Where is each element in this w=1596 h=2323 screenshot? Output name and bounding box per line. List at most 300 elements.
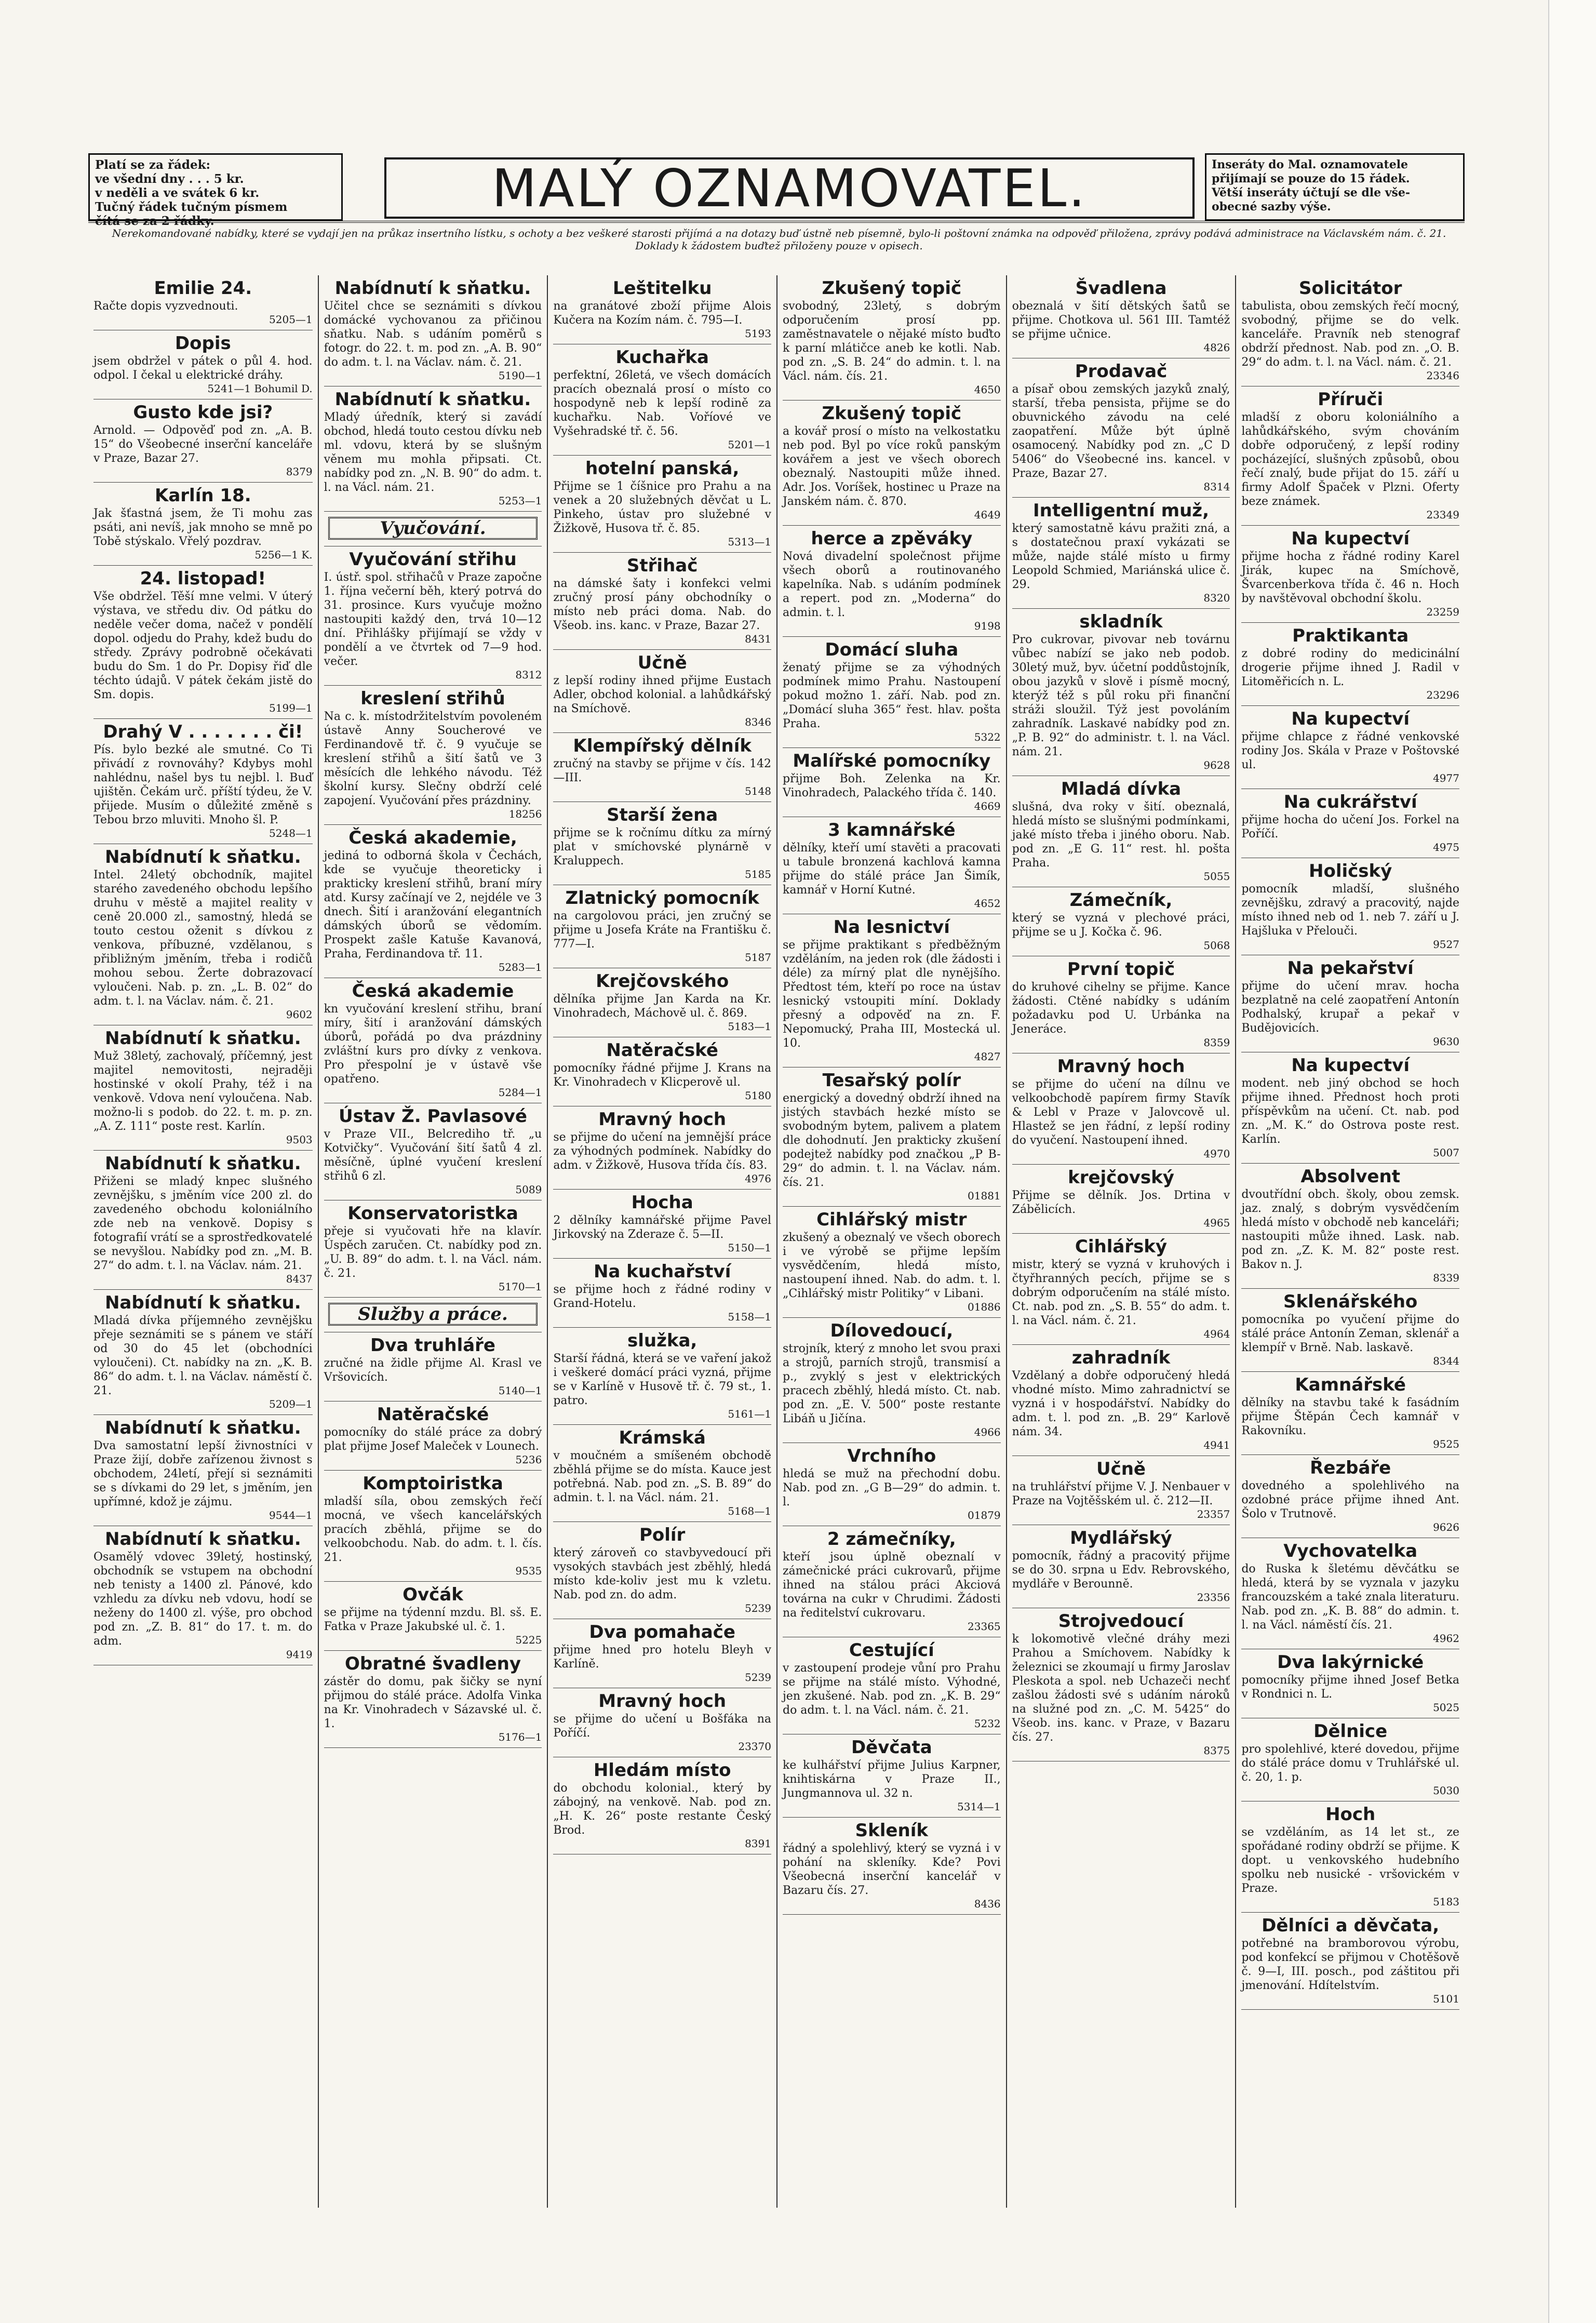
classified-ad: [1012, 275, 1230, 358]
masthead-title: MALÝ OZNAMOVATEL.: [384, 157, 1195, 219]
classified-ad: [1012, 1456, 1230, 1525]
classified-ad: [1241, 1718, 1459, 1801]
ad-title: Cihlářský: [1075, 1236, 1168, 1257]
ad-code: 8346: [745, 716, 771, 728]
ad-title: Dva pomahače: [589, 1622, 735, 1643]
ad-code: 4976: [745, 1172, 771, 1185]
ad-text: z dobré rodiny do medicinální drogerie přijme ihned J. Radil v Litoměřicích n. L.: [1241, 647, 1459, 688]
ad-code: 8379: [286, 465, 313, 478]
ad-code: 9535: [515, 1565, 542, 1577]
classified-ad: [324, 546, 542, 686]
ad-title: Mydlářský: [1070, 1528, 1172, 1548]
ad-title: Zlatnický pomocník: [565, 888, 759, 909]
classified-ad: [553, 1259, 771, 1328]
ad-title: Dělníci a děvčata,: [1262, 1915, 1440, 1936]
ad-text: Pís. bylo bezké ale smutné. Co Ti přivádí z rovnováhy? Kdybys mohl nahlédnu, našel bys tu nejbl. l. Buď ujištěn. Čekám urč. příští týdeu, že V. přijede. Musím o důležité změně s Tebou brzo mluviti. Mnoho šl. P.: [93, 743, 313, 826]
ad-code: 5089: [515, 1183, 542, 1196]
ad-code: 5284—1: [498, 1086, 542, 1099]
ad-code: 9198: [974, 620, 1001, 632]
classified-ad: [553, 1522, 771, 1619]
ad-code: 5158—1: [728, 1311, 771, 1323]
ad-code: 4966: [974, 1426, 1001, 1438]
classified-ad: [553, 1328, 771, 1425]
ad-text: mladší síla, obou zemských řečí mocná, ve všech kancelářských pracích zběhlá, přijme se do velkoobchodu. Nab. do adm. t. l. čís. 21.: [324, 1495, 542, 1564]
ad-code: 4826: [1203, 341, 1230, 354]
ad-text: Jak šťastná jsem, že Ti mohu zas psáti, ani nevíš, jak mnoho se mně po Tobě stýskalo. Vřelý pozdrav.: [93, 507, 313, 548]
ad-text: ženatý přijme se za výhodných podmínek mimo Prahu. Nastoupení pokud možno 1. září. Nab. pod zn. „Domácí sluha 365“ řest. hlav. pošta Praha.: [782, 661, 1001, 730]
ad-code: 9602: [286, 1008, 313, 1021]
ad-code: 5313—1: [728, 536, 771, 548]
inserat-line: obecné sazby výše.: [1212, 200, 1331, 213]
ad-code: 9503: [286, 1133, 313, 1146]
classified-ad: [1012, 609, 1230, 776]
ad-text: který zároveň co stavbyvedoucí při vysokých stavbách jest zběhlý, hledá místo kde-koliv jest mu k vzletu. Nab. pod zn. do adm.: [553, 1546, 771, 1601]
ad-code: 8344: [1433, 1355, 1459, 1367]
ad-title: Nabídnutí k sňatku.: [334, 389, 531, 410]
ad-code: 9628: [1203, 759, 1230, 771]
ad-code: 5183: [1433, 1895, 1459, 1908]
ad-title: Dělnice: [1313, 1721, 1388, 1742]
ad-text: Intel. 24letý obchodník, majitel starého zavedeného obchodu lepšího druhu v městě a majitel reality v ceně 20.000 zl., samostný, hledá se touto cestou oženit s dívkou z venkova, příbuzné, vzdělanou, s přibližným jměním, třeba i rodičů mohou sebou. Žerte dobrazovací vyloučeni. Nab. p. zn. „L. B. 02“ do adm. t. l. na Václav. nám. č. 21.: [93, 869, 313, 1008]
ad-code: 5322: [974, 731, 1001, 743]
ad-code: 18256: [508, 808, 542, 820]
classified-ad: [324, 825, 542, 978]
ad-code: 8391: [745, 1837, 771, 1850]
header-note: Nerekomandované nabídky, které se vydají jen na průkaz insertního lístku, s ochoty a bez veškeré starosti přijímá a na dotazy buď ústně neb písemně, bylo-li poštovní známka na odpověď přiložena, zprávy podává administrace na Václavském nám. č. 21. Doklady k žádostem buďtež přiloženy pouze v opisech.: [112, 227, 1446, 252]
ad-code: 8320: [1203, 592, 1230, 604]
ad-title: Hledám místo: [593, 1760, 731, 1781]
classified-ad: [553, 650, 771, 733]
ad-title: Prodavač: [1075, 361, 1168, 382]
ad-title: služka,: [627, 1330, 698, 1351]
classified-ad: [93, 330, 313, 399]
ad-code: 9527: [1433, 938, 1459, 951]
ad-text: Račte dopis vyzvednouti.: [93, 300, 238, 313]
classified-ad: [553, 275, 771, 344]
classified-ad: [1012, 498, 1230, 609]
ad-text: Přijme se 1 číšnice pro Prahu a na venek a 20 služebných děvčat u L. Pinkeho, ústav pro služebné v Žižkově, Husova tř. č. 85.: [553, 480, 771, 535]
ad-title: Řezbáře: [1310, 1458, 1391, 1478]
ad-code: 23357: [1197, 1508, 1230, 1520]
ad-code: 5314—1: [957, 1800, 1001, 1813]
inserat-line: přijímají se pouze do 15 řádek.: [1212, 172, 1410, 185]
ad-title: 2 zámečníky,: [827, 1529, 956, 1550]
ad-title: Kuchařka: [615, 347, 709, 368]
ad-title: Starší žena: [607, 805, 718, 825]
classified-ad: [1012, 776, 1230, 887]
ad-text: dovedného a spolehlivého na ozdobné práce přijme ihned Ant. Šolo v Trutnově.: [1241, 1479, 1459, 1520]
ad-title: krejčovský: [1068, 1167, 1174, 1188]
classified-ad: [1241, 1801, 1459, 1913]
ad-text: strojník, který z mnoho let svou praxi a strojů, parních strojů, transmisí a p., zvyklý s jest v elektrických pracech zběhlý, hledá místo. Ct. nab. pod zn. „E. V. 500“ poste restante Libáň u Jičína.: [782, 1342, 1001, 1425]
classified-ad: [783, 637, 1001, 748]
inserat-box: [1205, 153, 1465, 221]
ad-code: 4649: [974, 509, 1001, 521]
ad-text: slušná, dva roky v šití. obeznalá, hledá místo se slušnými podmínkami, jaké místo třeba i jiného oboru. Nab. pod zn. „E G. 11“ rest. hl. pošta Praha.: [1012, 800, 1230, 870]
ad-title: Hoch: [1325, 1804, 1376, 1825]
ad-text: na dámské šaty i konfekci velmi zručný prosí pány obchodníky o místo neb práci doma. Nab. do Všeob. ins. kanc. v Praze, Bazar 27.: [553, 577, 771, 632]
ad-title: Vyučování.: [328, 517, 538, 540]
classified-ad: [783, 817, 1001, 914]
ad-text: Přiženi se mladý knpec slušného zevnějšku, s jměním více 200 zl. do zavedeného obchodu koloniálního zde neb na venkově. Dopisy s fotografií vrátí se a sprostředkovatelé se nevyšlou. Nabídky pod zn. „M. B. 27“ do adm. t. l. na Václav. nám. 21.: [93, 1175, 313, 1272]
ad-code: 5248—1: [269, 827, 313, 839]
ad-title: Česká akademie: [352, 981, 514, 1002]
ad-title: Holičský: [1309, 861, 1392, 882]
ad-text: přijme chlapce z řádné venkovské rodiny Jos. Skála v Praze v Poštovské ul.: [1241, 730, 1459, 771]
ad-code: 5148: [745, 785, 771, 797]
ad-code: 9630: [1433, 1035, 1459, 1048]
ad-column: [776, 275, 1006, 2208]
ad-title: skladník: [1079, 611, 1163, 632]
ad-text: řádný a spolehlivý, který se vyzná i v pohání na skleníky. Kde? Povi Všeobecná inserční kancelář v Bazaru čís. 27.: [782, 1842, 1001, 1897]
ad-code: 4975: [1433, 841, 1459, 853]
ad-text: z lepší rodiny ihned přijme Eustach Adler, obchod kolonial. a lahůdkářský na Smíchově.: [553, 674, 771, 715]
ad-code: 4965: [1203, 1217, 1230, 1229]
ad-text: který samostatně kávu pražiti zná, a s dostatečnou praxí vykázati se může, najde stálé místo u firmy Leopold Schmied, Mariánská ulice č. 29.: [1012, 522, 1230, 591]
ad-code: 9525: [1433, 1438, 1459, 1450]
ad-code: 01879: [968, 1509, 1001, 1521]
ad-title: Mladá dívka: [1061, 779, 1182, 799]
classified-ad: [553, 456, 771, 553]
ad-title: Nabídnutí k sňatku.: [104, 1529, 301, 1550]
ad-title: Tesařský polír: [822, 1070, 961, 1091]
ad-text: modent. neb jiný obchod se hoch přijme ihned. Přednost hoch proti příspěvkům na učení. Ct. nab. pod zn. „M. K.“ do Ostrova poste rest. Karlín.: [1241, 1077, 1459, 1146]
classified-ad: [1241, 1164, 1459, 1289]
ad-columns: [88, 275, 1465, 2208]
ad-text: přijme hocha z řádné rodiny Karel Jirák, kupec na Smíchově, Švarcenberkova třída č. 46 n. Hoch by navštěvoval obchodní školu.: [1241, 550, 1459, 605]
ad-text: v Praze VII., Belcrediho tř. „u Kotvičky“. Vyučování šití šatů 4 zl. měsíčně, úplné vyučení kreslení střihů 6 zl.: [324, 1128, 542, 1183]
classified-ad: [1241, 1649, 1459, 1718]
ad-code: 8314: [1203, 480, 1230, 493]
ad-text: se přijme hoch z řádné rodiny v Grand-Hotelu.: [553, 1283, 771, 1310]
ad-title: Zkušený topič: [822, 403, 962, 424]
classified-ad: [324, 275, 542, 386]
ad-text: na granátové zboží přijme Alois Kučera na Kozím nám. č. 795—I.: [553, 300, 771, 327]
ad-title: herce a zpěváky: [811, 528, 973, 549]
section-heading: [324, 512, 542, 546]
classified-ad: [783, 400, 1001, 526]
classified-ad: [1241, 789, 1459, 858]
ad-code: 8312: [515, 669, 542, 681]
ad-text: svobodný, 23letý, s dobrým odporučením prosí pp. zaměstnavatele o nějaké místo buďto k parní mlátičce aneb ke kotli. Nab. pod zn. „S. B. 24“ do admin. t. l. na Václ. nám. čís. 21.: [782, 300, 1001, 383]
classified-ad: [783, 1818, 1001, 1915]
classified-ad: [324, 1103, 542, 1200]
ad-text: dvoutřídní obch. školy, obou zemsk. jaz. znalý, s dobrým vysvědčením hledá místo v obchodě neb kanceláři; nastoupiti může ihned. Lask. nab. pod zn. „Z. K. M. 82“ poste rest. Bakov n. J.: [1241, 1188, 1459, 1271]
classified-ad: [783, 748, 1001, 817]
ad-text: přijme se k ročnímu dítku za mírný plat v smíchovské plynárně v Kraluppech.: [553, 826, 771, 867]
ad-text: se přijme do učení na dílnu ve velkoobchodě papírem firmy Stavík & Lebl v Praze v Jalovcově ul. Hlastež se jen řádní, z lepší rodiny do vyučení. Nastoupení ihned.: [1012, 1078, 1230, 1147]
classified-ad: [783, 1526, 1001, 1637]
ad-text: potřebné na bramborovou výrobu, pod konfekcí se přijmou v Chotěšově č. 9—I, III. posch., pod záštitou při jmenování. Hdítelstvím.: [1241, 1937, 1459, 1992]
ad-text: zručné na židle přijme Al. Krasl ve Vršovicích.: [324, 1357, 542, 1384]
ad-text: přeje si vyučovati hře na klavír. Úspěch zaručen. Ct. nabídky pod zn. „U. B. 89“ do adm. t. l. na Václ. nám. č. 21.: [324, 1225, 542, 1280]
ad-code: 5239: [745, 1602, 771, 1614]
ad-title: Ovčák: [403, 1584, 463, 1605]
ad-code: 5183—1: [728, 1020, 771, 1033]
classified-ad: [324, 1651, 542, 1748]
ad-column: [88, 275, 318, 2208]
classified-ad: [783, 1734, 1001, 1818]
ad-title: Na cukrářství: [1283, 792, 1417, 812]
ad-code: 5140—1: [498, 1384, 542, 1397]
ad-title: Učně: [1096, 1459, 1146, 1479]
classified-ad: [324, 1471, 542, 1582]
classified-ad: [1241, 386, 1459, 526]
ad-text: se přijme do učení na jemnější práce za výhodných podmínek. Nabídky do adm. v Žižkově, Husova třída čís. 83.: [553, 1131, 771, 1172]
ad-text: jsem obdržel v pátek o půl 4. hod. odpol. I čekal u elektrické dráhy.: [93, 355, 313, 382]
ad-text: mistr, který se vyzná v kruhových i čtyřhranných pecích, přijme se s dobrým odporučením na stálé místo. Ct. nab. pod zn. „S. B. 55“ do adm. t. l. na Václ. nám. č. 21.: [1012, 1258, 1230, 1327]
ad-title: Dva lakýrnické: [1277, 1652, 1424, 1673]
classified-ad: [93, 483, 313, 566]
classified-ad: [93, 844, 313, 1025]
ad-text: energický a dovedný obdrží ihned na jistých stavbách hezké místo se svobodným bytem, palivem a platem dle dohodnutí. Jen prakticky zkušení podejtež nabídky pod značkou „P B-29“ do admin. t. l. na Václav. nám. čís. 21.: [782, 1092, 1001, 1189]
ad-text: Pro cukrovar, pivovar neb továrnu vůbec nabízí se jako neb podob. 30letý muž, byv. účetní poddůstojník, obou jazyků v slově i písmě mocný, kterýž též s půl roku při finanční stráži sloužil. Týž jest povoláním zahradník. Laskavé nabídky pod zn. „P. B. 92“ do administr. t. l. na Václ. nám. 21.: [1012, 633, 1230, 758]
ad-column: [1006, 275, 1236, 2208]
ad-code: 8431: [745, 633, 771, 645]
ad-code: 23370: [738, 1740, 771, 1753]
ad-code: 5170—1: [498, 1280, 542, 1293]
ad-title: Natěračské: [606, 1040, 718, 1061]
ad-title: Střihač: [626, 555, 698, 576]
ad-code: 5283—1: [498, 961, 542, 973]
ad-text: Osamělý vdovec 39letý, hostinský, obchodník se vstupem na obchodní neb tenisty a 1400 zl. Pánové, kdo vzhledu za dívku neb vdovu, hodí se neženy do 1400 zl. výše, pro obchod pod zn. „Z. B. 81“ do 17. t. m. do adm.: [93, 1551, 313, 1648]
ad-title: Krámská: [619, 1427, 706, 1448]
ad-code: 5239: [745, 1671, 771, 1684]
ad-text: perfektní, 26letá, ve všech domácích pracích obeznalá prosí o místo co hospodyně neb k lepší rodině za kuchařku. Nab. Voříové ve Vyšehradské tř. č. 56.: [553, 369, 771, 438]
classified-ad: [1012, 358, 1230, 498]
ad-code: 4964: [1203, 1328, 1230, 1340]
classified-ad: [1012, 1525, 1230, 1608]
ad-text: kn vyučování kreslení střihu, braní míry, šití i aranžování dámských úborů, pořádá po dva prázdniny zvláštní kurs pro dívky z venkova. Pro přespolní je v ústavě vše opatřeno.: [324, 1003, 542, 1086]
ad-title: Na kupectví: [1291, 1055, 1410, 1076]
ad-code: 4669: [974, 800, 1001, 812]
classified-ad: [324, 1200, 542, 1298]
ad-text: se přijme na týdenní mzdu. Bl. sš. E. Fatka v Praze Jakubské ul. č. 1.: [324, 1606, 542, 1633]
classified-ad: [324, 1582, 542, 1651]
page-header: [88, 153, 1465, 257]
classified-ad: [93, 399, 313, 483]
price-line: Platí se za řádek:: [95, 158, 211, 172]
classified-ad: [324, 1401, 542, 1471]
classified-ad: [553, 802, 771, 885]
ad-text: v zastoupení prodeje vůní pro Prahu se přijme na stálé místo. Výhodné, jen zkušené. Nab. pod zn. „K. B. 29“ do adm. t. l. na Václ. nám. č. 21.: [782, 1662, 1001, 1717]
classified-ad: [783, 914, 1001, 1067]
ad-title: Absolvent: [1300, 1166, 1400, 1187]
ad-text: pomocníky přijme ihned Josef Betka v Rondnici n. L.: [1241, 1674, 1459, 1701]
ad-title: Intelligentní muž,: [1032, 500, 1209, 521]
ad-text: Učitel chce se seznámiti s dívkou domácké vychovanou za přičinou sňatku. Nab. s udáním poměrů s fotogr. do 22. t. m. pod zn. „A. B. 90“ do adm. t. l. na Václav. nám. č. 21.: [324, 300, 542, 369]
price-line: čítá se za 2 řádky.: [95, 214, 214, 228]
ad-text: Mladý úředník, který si zavádí obchod, hledá touto cestou dívku neb ml. vdovu, která by se slušným věnem mu mohla připsati. Ct. nabídky pod zn. „N. B. 90“ do adm. t. l. na Václ. nám. 21.: [324, 411, 542, 494]
ad-code: 4970: [1203, 1147, 1230, 1160]
classified-ad: [1012, 887, 1230, 956]
classified-ad: [93, 275, 313, 330]
ad-title: Na kupectví: [1291, 528, 1410, 549]
ad-code: 8436: [974, 1898, 1001, 1910]
ad-code: 23349: [1426, 509, 1459, 521]
ad-title: hotelní panská,: [585, 458, 740, 479]
ad-title: Česká akademie,: [348, 827, 517, 848]
ad-text: Na c. k. místodržitelstvím povoleném ústavě Anny Soucherové ve Ferdinandově tř. č. 9 vyučuje se kreslení střihů a šití šatů ve 3 měsících dle lehkého návodu. Též školní kursy. Slečny obdrží celé zapojení. Vyučování přes prázdniny.: [324, 710, 542, 807]
classified-ad: [553, 344, 771, 456]
ad-column: [1235, 275, 1465, 2208]
classified-ad: [553, 1037, 771, 1106]
ad-code: 5161—1: [728, 1408, 771, 1420]
ad-text: přijme hned pro hotelu Bleyh v Karlíně.: [553, 1644, 771, 1671]
ad-code: 4650: [974, 383, 1001, 396]
ad-code: 23356: [1197, 1591, 1230, 1604]
classified-ad: [1241, 955, 1459, 1052]
price-line: v neděli a ve svátek 6 kr.: [95, 186, 260, 200]
ad-text: Arnold. — Odpověď pod zn. „A. B. 15“ do Všeobecné inserční kanceláře v Praze, Bazar 27.: [93, 424, 313, 465]
ad-text: ke kulhářství přijme Julius Karpner, knihtiskárna v Praze II., Jungmannova ul. 32 n.: [782, 1759, 1001, 1800]
price-line: ve všední dny . . . 5 kr.: [95, 172, 244, 186]
ad-code: 5193: [745, 327, 771, 340]
ad-code: 5232: [974, 1717, 1001, 1730]
classified-ad: [1241, 275, 1459, 386]
classified-ad: [93, 1025, 313, 1151]
ad-text: Vše obdržel. Těší mne velmi. V úterý výstava, ve středu div. Od pátku do neděle večer doma, načež v pondělí dopol. odjedu do Prahy, kdež budu do středy. Zprávy podrobně očekávati budu do Sm. 1 do Pr. Dopisy řiď dle téchto údajů. V pátek čekám jistě do Sm. dopis.: [93, 590, 313, 701]
classified-ad: [783, 1207, 1001, 1318]
ad-text: do kruhové cihelny se přijme. Kance žádosti. Ctěné nabídky s udáním požadavku pod U. Urbánka na Jeneráce.: [1012, 981, 1230, 1036]
ad-title: Drahý V . . . . . . . či!: [103, 722, 303, 742]
ad-code: 4827: [974, 1050, 1001, 1063]
ad-title: Příruči: [1318, 389, 1384, 410]
classified-ad: [553, 733, 771, 802]
ad-text: pomocník, řádný a pracovitý přijme se do 30. srpna u Edv. Rebrovského, mydláře v Berounně.: [1012, 1550, 1230, 1591]
ad-code: 5180: [745, 1089, 771, 1102]
ad-title: Mravný hoch: [1057, 1056, 1185, 1077]
ad-title: Na lesnictví: [833, 917, 950, 938]
ad-title: Ústav Ž. Pavlasové: [339, 1106, 527, 1127]
ad-title: Dílovedoucí,: [830, 1320, 954, 1341]
classified-ad: [93, 1415, 313, 1526]
ad-title: Dopis: [175, 333, 231, 354]
classified-ad: [1012, 1234, 1230, 1345]
ad-text: na cargolovou práci, jen zručný se přijme u Josefa Kráte na Františku č. 777—I.: [553, 910, 771, 951]
classified-ad: [1241, 1052, 1459, 1164]
classified-ad: [1241, 706, 1459, 789]
ad-title: Vychovatelka: [1283, 1541, 1418, 1561]
classified-ad: [553, 885, 771, 968]
ad-code: 5101: [1433, 1993, 1459, 2005]
ad-title: Nabídnutí k sňatku.: [104, 1292, 301, 1313]
classified-ad: [1012, 1165, 1230, 1234]
ad-title: První topič: [1067, 959, 1175, 980]
ad-text: I. ústř. spol. střihačů v Praze započne 1. října večerní běh, který potrvá do 31. prosince. Kurs vyučuje možno nastoupiti každý den, trvá 10—12 dní. Přihlášky přijímají se vždy v pondělí a ve čtvrtek od 7—9 hod. večer.: [324, 571, 542, 668]
ad-code: 01881: [968, 1190, 1001, 1202]
ad-code: 5201—1: [728, 438, 771, 451]
ad-title: Klempířský dělník: [573, 736, 752, 756]
section-heading: [324, 1298, 542, 1332]
ad-code: 5185: [745, 868, 771, 880]
ad-code: 5150—1: [728, 1241, 771, 1254]
classified-ad: [783, 1637, 1001, 1734]
ad-text: na truhlářství přijme V. J. Nenbauer v Praze na Vojtěšském ul. č. 212—II.: [1012, 1480, 1230, 1507]
ad-title: Domácí sluha: [825, 639, 959, 660]
ad-text: dělníky, kteří umí stavěti a pracovati u tabule bronzená kachlová kamna přijme do stálé práce Jan Šimík, kamnář v Horní Kutné.: [782, 842, 1001, 897]
classified-ad: [1012, 1608, 1230, 1761]
classified-ad: [324, 1332, 542, 1401]
ad-code: 5025: [1433, 1701, 1459, 1714]
ad-title: Nabídnutí k sňatku.: [334, 278, 531, 299]
ad-title: Praktikanta: [1292, 625, 1409, 646]
ad-title: Učně: [637, 652, 687, 673]
ad-code: 5168—1: [728, 1505, 771, 1517]
classified-ad: [324, 686, 542, 825]
ad-code: 5176—1: [498, 1731, 542, 1743]
ad-code: 5256—1 K.: [254, 549, 313, 561]
ad-code: 23346: [1426, 369, 1459, 382]
price-box: [88, 153, 343, 228]
ad-title: Cihlářský mistr: [816, 1209, 967, 1230]
classified-ad: [1012, 1345, 1230, 1456]
classified-ad: [1241, 623, 1459, 706]
classified-ad: [1012, 956, 1230, 1053]
ad-title: Malířské pomocníky: [793, 751, 991, 771]
classified-ad: [324, 978, 542, 1103]
ad-text: hledá se muž na přechodní dobu. Nab. pod zn. „G B—29“ do admin. t. l.: [782, 1467, 1001, 1508]
classified-ad: [783, 1067, 1001, 1207]
ad-code: 5030: [1433, 1784, 1459, 1797]
ad-title: Natěračské: [377, 1404, 489, 1425]
ad-text: pomocníky řádné přijme J. Krans na Kr. Vinohradech v Klicperově ul.: [553, 1062, 771, 1089]
ad-code: 4962: [1433, 1632, 1459, 1645]
ad-title: Zkušený topič: [822, 278, 962, 299]
ad-title: Mravný hoch: [598, 1109, 727, 1130]
ad-code: 5205—1: [269, 313, 313, 326]
ad-title: Emilie 24.: [154, 278, 252, 299]
classified-ad: [1241, 1913, 1459, 2010]
ad-text: do obchodu kolonial., který by zábojný, na venkově. Nab. pod zn. „H. K. 26“ poste restante Český Brod.: [553, 1782, 771, 1837]
inserat-line: Větší inseráty účtují se dle vše-: [1212, 186, 1411, 199]
ad-code: 5055: [1203, 870, 1230, 883]
ad-title: Na pekařství: [1287, 958, 1414, 979]
ad-title: Nabídnutí k sňatku.: [104, 1028, 301, 1049]
ad-title: Švadlena: [1075, 278, 1167, 299]
ad-code: 8437: [286, 1273, 313, 1285]
ad-title: Nabídnutí k sňatku.: [104, 1153, 301, 1174]
ad-code: 23365: [968, 1620, 1001, 1633]
classified-ad: [553, 1619, 771, 1688]
classified-ad: [783, 1318, 1001, 1443]
ad-text: pomocník mladší, slušného zevnějšku, zdravý a pracovitý, najde místo ihned neb od 1. neb 7. září u J. Hajšluka v Přelouči.: [1241, 883, 1459, 938]
ad-title: Na kupectví: [1291, 709, 1410, 729]
ad-text: jediná to odborná škola v Čechách, kde se vyučuje theoreticky i prakticky kreslení střihů, braní míry atd. Kursy začínají ve 2, nejdéle ve 3 dnech. Šití i aranžování elegantních dámských úborů se vědomím. Prospekt zašle Katuše Kavanová, Praha, Ferdinandova tř. 11.: [324, 849, 542, 960]
ad-title: Nabídnutí k sňatku.: [104, 1418, 301, 1438]
classified-ad: [1241, 1372, 1459, 1455]
ad-title: Na kuchařství: [593, 1261, 731, 1282]
ad-text: k lokomotivě vlečné dráhy mezi Prahou a Smíchovem. Nabídky k železnici se zkoumají u firmy Jaroslav Pleskota a spol. neb Uchazeči nechť zašlou žádosti své s udáním nároků na služné pod zn. „C. M. 5425“ do Všeob. ins. kanc. v Praze, v Bazaru čís. 27.: [1012, 1633, 1230, 1744]
ad-title: Děvčata: [851, 1737, 932, 1758]
ad-code: 5209—1: [269, 1398, 313, 1410]
ad-text: Dva samostatní lepší živnostníci v Praze žijí, dobře zařízenou živnost s obchodem, 24letí, přejí si seznámiti se s dívkami do 29 let, s jměním, jen upřímné, kdož je zájmu.: [93, 1439, 313, 1508]
ad-title: Solicitátor: [1298, 278, 1402, 299]
ad-code: 01886: [968, 1301, 1001, 1313]
classified-ad: [553, 1688, 771, 1757]
ad-title: Komptoiristka: [363, 1473, 503, 1494]
page-edge: [1548, 0, 1596, 2323]
classified-ad: [1012, 1053, 1230, 1165]
ad-text: Starší řádná, která se ve vaření jakož i veškeré domácí práci vyzná, přijme se v Karlíně v Husově tř. č. 79 st., 1. patro.: [553, 1352, 771, 1407]
ad-code: 23259: [1426, 606, 1459, 618]
ad-text: a písař obou zemských jazyků znalý, starší, třeba pensista, přijme se do obuvnického závodu na celé zaopatření. Může být úplně osamocený. Nabídky pod zn. „C D 5406“ do Všeobecné ins. kancel. v Praze, Bazar 27.: [1012, 383, 1230, 480]
ad-text: mladší z oboru koloniálního a lahůdkářského, svým chováním dobře odporučený, z lepší rodiny pocházející, slušných způsobů, obou řečí znalý, bude přijat do 15. září u firmy Adolf Špaček v Plzni. Oferty beze známek.: [1241, 411, 1459, 508]
ad-text: tabulista, obou zemských řečí mocný, svobodný, přijme se do velk. kanceláře. Pravník neb stenograf obdrží přednost. Nab. pod zn. „O. B. 29“ do adm. t. l. na Václ. nám. č. 21.: [1241, 300, 1459, 369]
ad-code: 8359: [1203, 1036, 1230, 1049]
ad-title: zahradník: [1071, 1347, 1171, 1368]
classified-ad: [1241, 1538, 1459, 1649]
